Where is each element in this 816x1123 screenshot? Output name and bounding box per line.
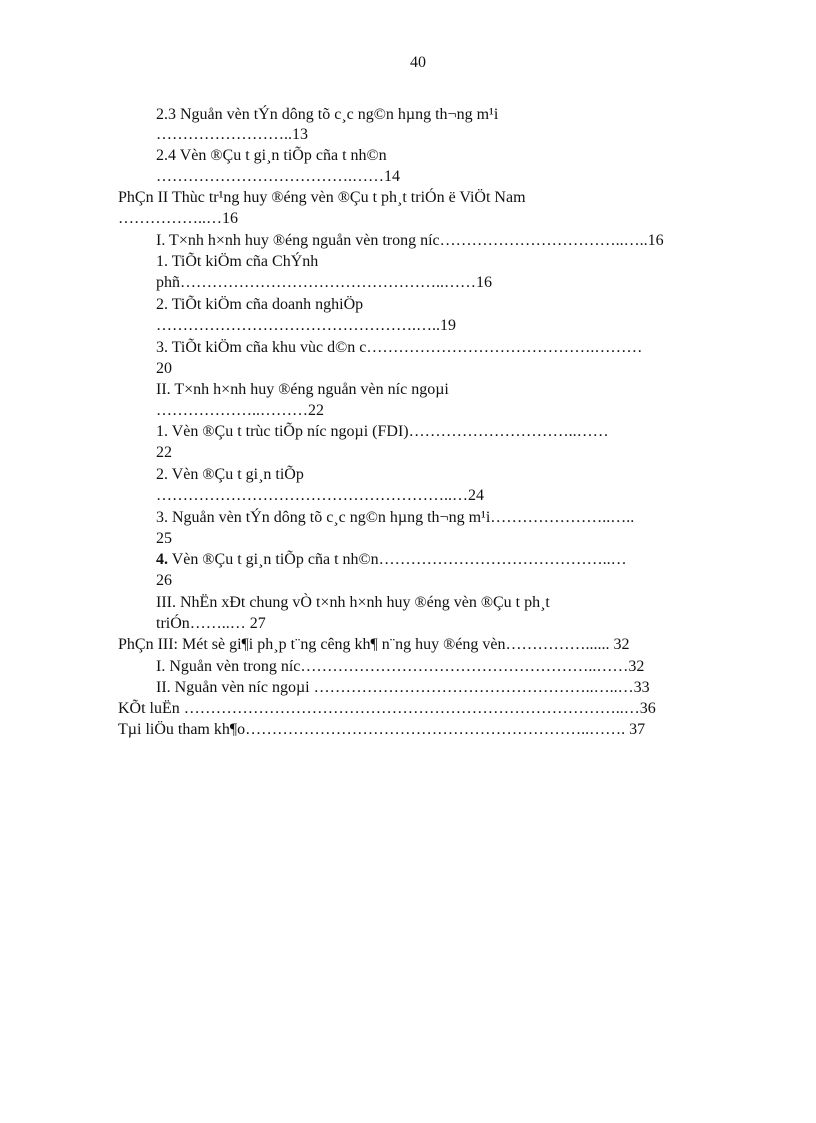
toc-line-ii-1: 1. Vèn ®Çu t trùc tiÕp níc ngoµi (FDI)…………………………..…… [156, 423, 609, 440]
toc-line-ii-1-page: 22 [156, 444, 172, 461]
toc-line-i-1-page: phñ…………………………………………..……16 [156, 274, 492, 291]
toc-line-ii-4-number: 4. [156, 551, 168, 568]
toc-line-i-1: 1. TiÕt kiÖm cña ChÝnh [156, 253, 319, 270]
toc-line-conclusion: KÕt luËn ………………………………………………………………………..…36 [118, 700, 656, 717]
toc-line-ii-2-page: ………………………………………………..…24 [156, 487, 484, 504]
toc-line-i-2: 2. TiÕt kiÖm cña doanh nghiÖp [156, 296, 364, 313]
toc-line-references: Tµi liÖu tham kh¶o………………………………………………………..……. 37 [118, 721, 646, 738]
toc-line-part-2: PhÇn II Thùc tr¹ng huy ®éng vèn ®Çu t ph¸t triÓn ë ViÖt Nam [118, 189, 526, 206]
page-number: 40 [410, 54, 426, 71]
toc-line-2-4-page: ……………………………….……14 [156, 168, 400, 185]
toc-line-part-3: PhÇn III: Mét sè gi¶i ph¸p t¨ng cêng kh¶ n¨ng huy ®éng vèn……………...... 32 [118, 636, 630, 653]
toc-line-i-3-page: 20 [156, 360, 172, 377]
toc-line-part-3-i: I. Nguån vèn trong níc………………………………………………..……32 [156, 658, 645, 675]
toc-line-2-3: 2.3 Nguån vèn tÝn dông tõ c¸c ng©n hµng th¬ng m¹i [156, 106, 499, 123]
toc-line-section-iii-page: triÓn……..… 27 [156, 615, 266, 632]
toc-line-part-3-ii: II. Nguån vèn níc ngoµi ……………………………………………..…..…33 [156, 679, 650, 696]
toc-line-ii-4 [156, 549, 627, 571]
toc-line-section-ii: II. T×nh h×nh huy ®éng nguån vèn níc ngoµi [156, 381, 449, 398]
toc-line-i-3: 3. TiÕt kiÖm cña khu vùc d©n c…………………………………….……… [156, 339, 643, 356]
toc-line-ii-3-page: 25 [156, 530, 172, 547]
toc-line-i-2-page: ………………………………………….…..19 [156, 317, 456, 334]
toc-line-section-ii-page: ………………..………22 [156, 402, 324, 419]
toc-line-ii-2: 2. Vèn ®Çu t gi¸n tiÕp [156, 466, 304, 483]
toc-line-part-2-page: ……………..…16 [118, 210, 238, 227]
toc-line-section-iii: III. NhËn xÐt chung vÒ t×nh h×nh huy ®éng vèn ®Çu t ph¸t [156, 594, 550, 611]
toc-line-ii-4-title: Vèn ®Çu t gi¸n tiÕp cña t nh©n……………………………………..… [168, 551, 627, 568]
toc-line-ii-3: 3. Nguån vèn tÝn dông tõ c¸c ng©n hµng th¬ng m¹i…………………..….. [156, 509, 635, 526]
toc-line-2-4: 2.4 Vèn ®Çu t gi¸n tiÕp cña t nh©n [156, 147, 387, 164]
toc-line-2-3-page: ……………………..13 [156, 126, 308, 143]
toc-line-section-i: I. T×nh h×nh huy ®éng nguån vèn trong níc……………………………..…..16 [156, 232, 664, 249]
toc-line-ii-4-page: 26 [156, 572, 172, 589]
